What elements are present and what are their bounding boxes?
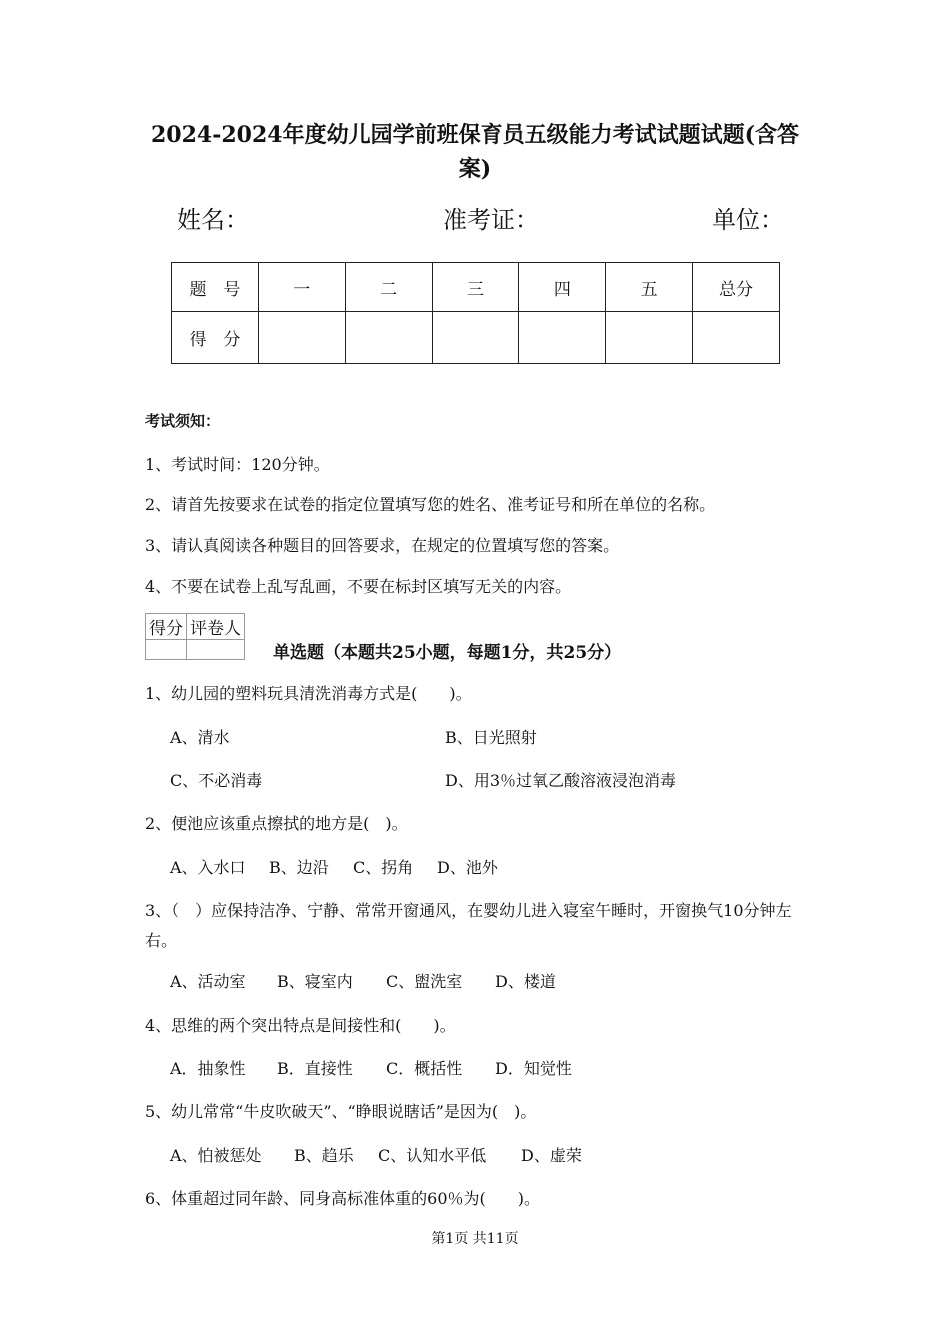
notice-item: 2、请首先按要求在试卷的指定位置填写您的姓名、准考证号和所在单位的名称。: [145, 495, 716, 514]
question-1-option-a: A、清水: [170, 728, 230, 747]
page-title: 2024-2024年度幼儿园学前班保育员五级能力考试试题试题(含答案): [150, 122, 799, 182]
question-2-option-a: A、入水口: [170, 858, 246, 877]
score-table-score-row: [172, 312, 780, 364]
question-2: 2、便池应该重点擦拭的地方是( )。: [145, 814, 408, 833]
unit-field-label: 单位：: [712, 206, 784, 234]
question-3-option-d: D、楼道: [495, 972, 556, 991]
notice-item: 3、请认真阅读各种题目的回答要求，在规定的位置填写您的答案。: [145, 536, 620, 555]
question-4-option-d: D．知觉性: [495, 1059, 572, 1078]
grader-table-header-row: [146, 614, 245, 640]
question-3-option-c: C、盥洗室: [386, 972, 463, 991]
exam-id-field-label: 准考证：: [443, 206, 539, 234]
grader-table-input-row: [146, 640, 245, 660]
score-header-cell: 题 号: [172, 263, 259, 312]
grader-name-label: 评卷人: [187, 614, 245, 640]
score-cell[interactable]: [345, 312, 432, 364]
question-3: 3、（ ）应保持洁净、宁静、常常开窗通风，在婴幼儿进入寝室午睡时，开窗换气10分钟左右。: [145, 901, 792, 950]
candidate-fields: [0, 200, 950, 240]
score-cell[interactable]: [519, 312, 606, 364]
question-1-option-d: D、用3％过氧乙酸溶液浸泡消毒: [445, 771, 677, 790]
score-row-label: 得 分: [172, 312, 259, 364]
score-cell[interactable]: [432, 312, 519, 364]
question-3-option-b: B、寝室内: [277, 972, 353, 991]
score-cell[interactable]: [606, 312, 693, 364]
grader-table: [145, 613, 245, 660]
question-2-option-d: D、池外: [437, 858, 498, 877]
score-header-cell: 二: [345, 263, 432, 312]
question-2-option-c: C、拐角: [353, 858, 414, 877]
score-table: [171, 262, 780, 364]
score-cell[interactable]: [258, 312, 345, 364]
question-5-option-b: B、趋乐: [294, 1146, 354, 1165]
name-field-label: 姓名：: [177, 206, 249, 234]
score-header-cell: 四: [519, 263, 606, 312]
question-5: 5、幼儿常常“牛皮吹破天”、“睁眼说瞎话”是因为( )。: [145, 1102, 537, 1121]
grader-score-label: 得分: [146, 614, 187, 640]
question-1-option-c: C、不必消毒: [170, 771, 263, 790]
score-cell[interactable]: [693, 312, 780, 364]
question-1-option-b: B、日光照射: [445, 728, 537, 747]
score-header-cell: 五: [606, 263, 693, 312]
notice-title: 考试须知：: [145, 412, 221, 430]
question-1: 1、幼儿园的塑料玩具清洗消毒方式是( )。: [145, 684, 472, 703]
question-3-option-a: A、活动室: [170, 972, 246, 991]
page-footer: 第1页 共11页: [431, 1231, 519, 1247]
question-4-option-a: A．抽象性: [170, 1059, 246, 1078]
question-5-option-d: D、虚荣: [521, 1146, 582, 1165]
question-4-option-b: B．直接性: [277, 1059, 353, 1078]
question-4: 4、思维的两个突出特点是间接性和( )。: [145, 1016, 456, 1035]
question-4-option-c: C．概括性: [386, 1059, 463, 1078]
score-header-cell: 总分: [693, 263, 780, 312]
question-2-option-b: B、边沿: [269, 858, 329, 877]
question-6: 6、体重超过同年龄、同身高标准体重的60％为( )。: [145, 1189, 541, 1208]
section-title: 单选题（本题共25小题，每题1分，共25分）: [273, 643, 622, 663]
question-5-option-c: C、认知水平低: [378, 1146, 487, 1165]
score-header-cell: 三: [432, 263, 519, 312]
notice-item: 4、不要在试卷上乱写乱画，不要在标封区填写无关的内容。: [145, 577, 572, 596]
grader-name-cell[interactable]: [187, 640, 245, 660]
score-header-cell: 一: [258, 263, 345, 312]
notice-item: 1、考试时间：120分钟。: [145, 455, 330, 474]
score-table-header-row: [172, 263, 780, 312]
grader-score-cell[interactable]: [146, 640, 187, 660]
question-5-option-a: A、怕被惩处: [170, 1146, 262, 1165]
